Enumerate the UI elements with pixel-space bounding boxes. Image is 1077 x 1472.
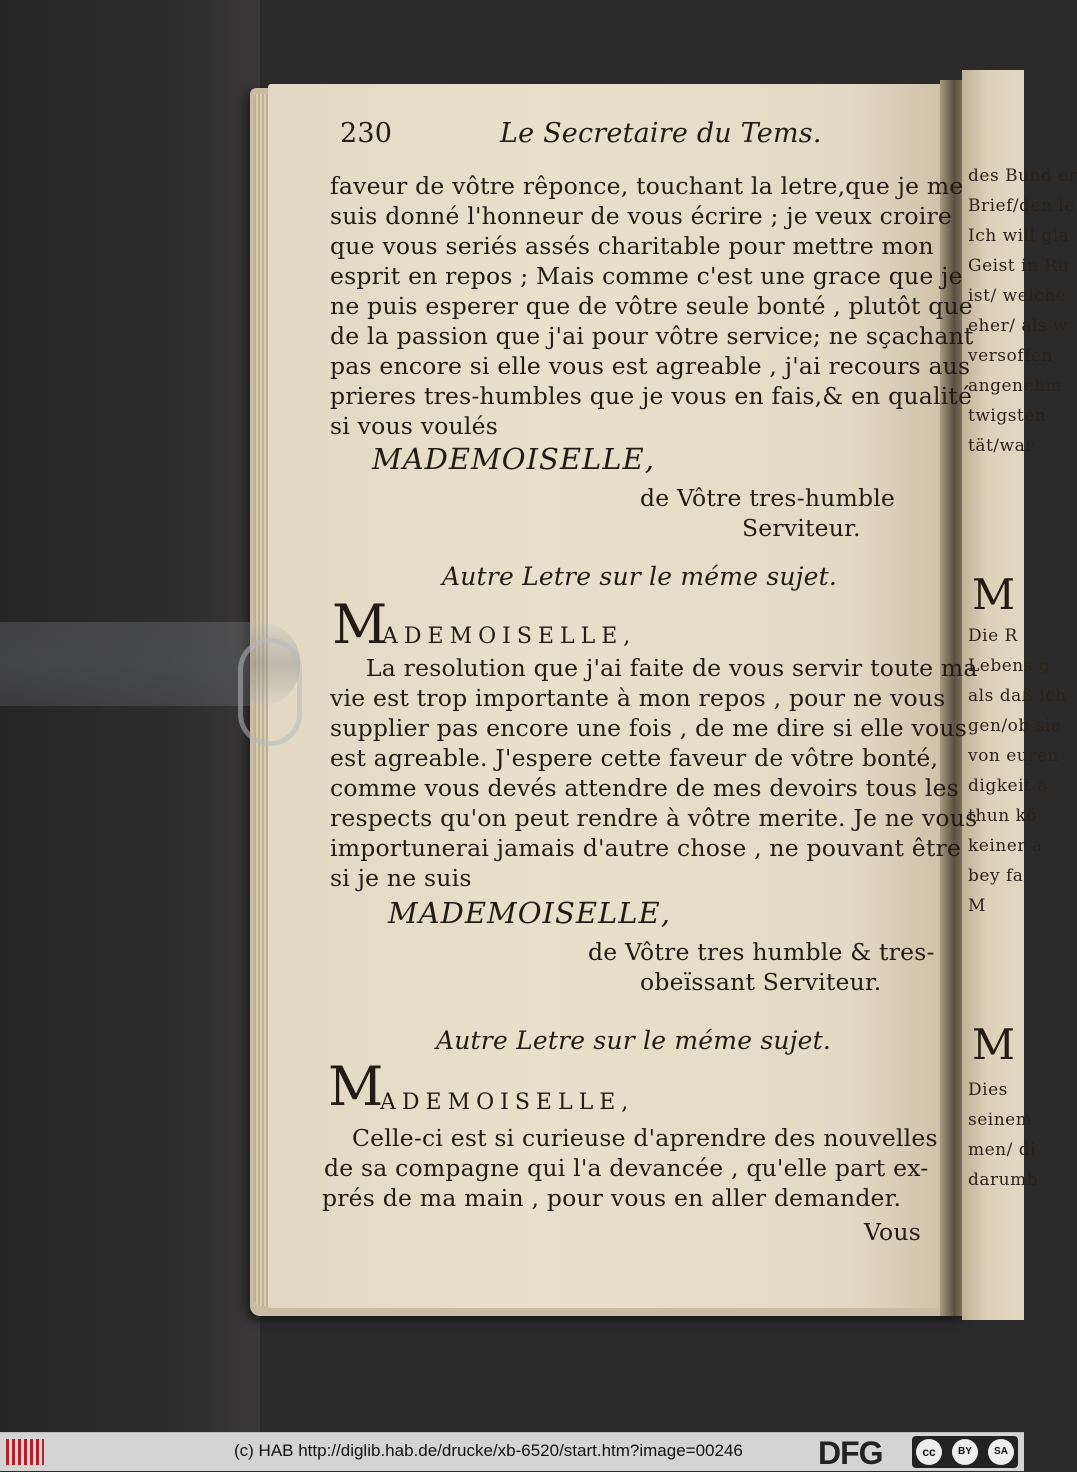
facing-line: Brief/den le (968, 196, 1075, 216)
body-line: si je ne suis (330, 864, 472, 892)
letter-rubric: Autre Letre sur le méme sujet. (442, 562, 838, 591)
body-line: si vous voulés (330, 412, 498, 440)
body-line: pas encore si elle vous est agreable , j'ai recours aus (330, 352, 971, 380)
signature-line: obeïssant Serviteur. (640, 968, 882, 996)
dfg-logo[interactable]: DFG (818, 1435, 883, 1471)
facing-line: thun kö (968, 806, 1038, 826)
facing-line: als daß ich (968, 686, 1067, 706)
facing-line: bey fa (968, 866, 1024, 886)
letter-opening: ADEMOISELLE, (382, 624, 637, 649)
body-line: prieres tres-humbles que je vous en fais,& en qualité (330, 382, 973, 410)
body-line: de sa compagne qui l'a devancée , qu'elle part ex- (324, 1154, 929, 1182)
salutation: MADEMOISELLE, (372, 442, 655, 476)
facing-line: Dies (968, 1080, 1008, 1100)
catchword: Vous (864, 1218, 921, 1246)
body-line: faveur de vôtre rêponce, touchant la letre,que je me (330, 172, 964, 200)
salutation: MADEMOISELLE, (388, 896, 671, 930)
facing-line: digkeit a (968, 776, 1048, 796)
body-line: supplier pas encore une fois , de me dire si elle vous (330, 714, 967, 742)
facing-line: versoffen (968, 346, 1053, 366)
body-line: vie est trop importante à mon repos , pour ne vous (330, 684, 946, 712)
facing-line: ist/ welche (968, 286, 1067, 306)
sa-icon: SA (988, 1439, 1014, 1465)
body-line: suis donné l'honneur de vous écrire ; je veux croire (330, 202, 952, 230)
facing-initial: M (972, 570, 1016, 619)
facing-line: Ich will gla (968, 226, 1070, 246)
barcode-icon (6, 1439, 44, 1465)
body-line: que vous seriés assés charitable pour mettre mon (330, 232, 934, 260)
letter-opening: ADEMOISELLE, (380, 1090, 635, 1115)
facing-line: angenehm (968, 376, 1063, 396)
body-line: comme vous devés attendre de mes devoirs tous les (330, 774, 959, 802)
facing-line: twigsten (968, 406, 1047, 426)
body-line: ne puis esperer que de vôtre seule bonté , plutôt que (330, 292, 973, 320)
body-line: de la passion que j'ai pour vôtre service; ne sçachant (330, 322, 974, 350)
facing-line: darumb (968, 1170, 1039, 1190)
facing-page (962, 70, 1077, 1320)
body-line: esprit en repos ; Mais comme c'est une grace que je (330, 262, 963, 290)
facing-line: seinem (968, 1110, 1033, 1130)
body-line: est agreable. J'espere cette faveur de vôtre bonté, (330, 744, 939, 772)
facing-line: eher/ als w (968, 316, 1069, 336)
signature-line: de Vôtre tres-humble (640, 484, 896, 512)
facing-line: keiner a (968, 836, 1043, 856)
page-number: 230 (340, 118, 393, 149)
facing-line: tät/war (968, 436, 1034, 456)
body-line: prés de ma main , pour vous en aller demander. (322, 1184, 902, 1212)
drop-cap: M (328, 1055, 384, 1118)
facing-initial: M (972, 1020, 1016, 1069)
by-icon: BY (952, 1439, 978, 1465)
signature-line: de Vôtre tres humble & tres- (588, 938, 935, 966)
signature-line: Serviteur. (742, 514, 861, 542)
running-title: Le Secretaire du Tems. (500, 118, 822, 149)
dark-backdrop (0, 0, 260, 1432)
viewer-footer (0, 1432, 1024, 1471)
facing-line: von euren (968, 746, 1059, 766)
body-line: respects qu'on peut rendre à vôtre merite. Je ne vous (330, 804, 978, 832)
facing-line: M (968, 896, 986, 916)
facing-line: Die R (968, 626, 1018, 646)
page-clip-ring (238, 638, 302, 746)
body-line: importunerai jamais d'autre chose , ne pouvant être (330, 834, 962, 862)
facing-line: gen/ob sie (968, 716, 1062, 736)
facing-line: des Bund er (968, 166, 1077, 186)
cc-icon: cc (916, 1439, 942, 1465)
body-line: Celle-ci est si curieuse d'aprendre des nouvelles (352, 1124, 938, 1152)
cc-license-badge[interactable] (912, 1436, 1018, 1468)
letter-rubric: Autre Letre sur le méme sujet. (436, 1026, 832, 1055)
body-line: La resolution que j'ai faite de vous servir toute ma (366, 654, 978, 682)
facing-line: men/ di (968, 1140, 1037, 1160)
facing-line: Lebens g (968, 656, 1051, 676)
facing-line: Geist in Ru (968, 256, 1070, 276)
copyright-link[interactable]: (c) HAB http://diglib.hab.de/drucke/xb-6520/start.htm?image=00246 (234, 1441, 743, 1460)
drop-cap: M (332, 593, 388, 656)
